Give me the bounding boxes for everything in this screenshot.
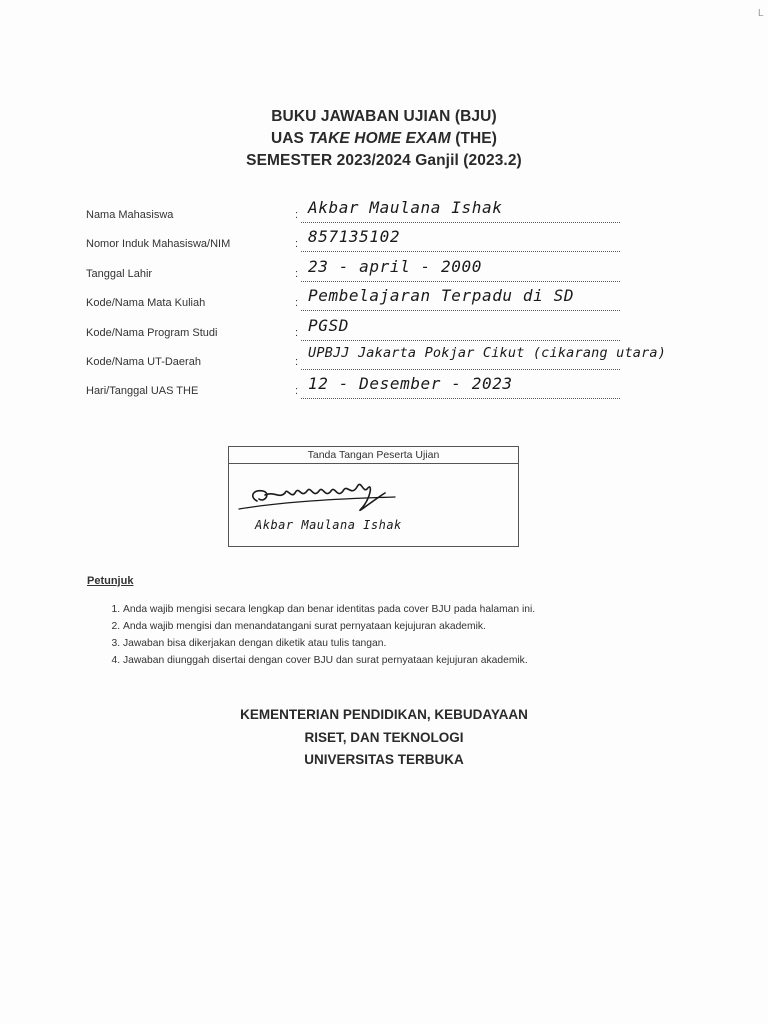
identity-colon: : xyxy=(295,238,299,251)
identity-colon: : xyxy=(295,267,299,280)
identity-value: UPBJJ Jakarta Pokjar Cikut (cikarang utara) xyxy=(308,344,667,361)
signature-header: Tanda Tangan Peserta Ujian xyxy=(229,447,518,464)
identity-value: Pembelajaran Terpadu di SD xyxy=(308,286,575,306)
identity-section xyxy=(86,198,686,404)
identity-label: Kode/Nama UT-Daerah xyxy=(86,355,201,368)
signature-box xyxy=(228,446,519,547)
identity-value: Akbar Maulana Ishak xyxy=(308,198,503,217)
instructions-section xyxy=(87,575,687,669)
list-item: 3. Jawaban bisa dikerjakan dengan diketik atau tulis tangan. xyxy=(123,635,687,652)
identity-row-exam-date xyxy=(86,374,686,403)
identity-row-nim xyxy=(86,227,686,256)
identity-label: Kode/Nama Mata Kuliah xyxy=(86,297,206,310)
identity-row-region xyxy=(86,345,686,374)
dotted-line xyxy=(301,281,620,282)
institution-footer xyxy=(0,704,768,772)
identity-row-birthdate xyxy=(86,257,686,286)
document-title xyxy=(0,106,768,172)
identity-row-program xyxy=(86,316,686,345)
dotted-line xyxy=(301,251,620,252)
identity-label: Nama Mahasiswa xyxy=(86,209,174,221)
footer-line-1: KEMENTERIAN PENDIDIKAN, KEBUDAYAAN xyxy=(240,707,528,722)
identity-value: PGSD xyxy=(308,315,349,335)
list-item: 4. Jawaban diunggah disertai dengan cover BJU dan surat pernyataan kejujuran akademik. xyxy=(123,652,687,669)
identity-label: Hari/Tanggal UAS THE xyxy=(86,385,199,398)
dotted-line xyxy=(301,222,620,223)
identity-value: 23 - april - 2000 xyxy=(308,256,482,276)
identity-colon: : xyxy=(295,326,299,339)
dotted-line xyxy=(301,369,620,370)
identity-row-name xyxy=(86,198,686,227)
identity-row-course xyxy=(86,286,686,315)
dotted-line xyxy=(301,340,620,341)
signature-name: Akbar Maulana Ishak xyxy=(255,518,402,532)
identity-colon: : xyxy=(295,385,299,398)
list-item: 2. Anda wajib mengisi dan menandatangani surat pernyataan kejujuran akademik. xyxy=(123,618,687,635)
identity-value: 857135102 xyxy=(308,227,401,247)
identity-colon: : xyxy=(295,297,299,310)
list-item: 1. Anda wajib mengisi secara lengkap dan benar identitas pada cover BJU pada halaman ini. xyxy=(123,601,687,618)
footer-line-3: UNIVERSITAS TERBUKA xyxy=(304,752,464,767)
identity-label: Tanggal Lahir xyxy=(86,267,153,280)
identity-label: Nomor Induk Mahasiswa/NIM xyxy=(86,238,231,251)
dotted-line xyxy=(301,310,620,311)
identity-colon: : xyxy=(295,209,299,221)
title-line-2-italic: TAKE HOME EXAM xyxy=(308,130,451,147)
footer-line-2: RISET, DAN TEKNOLOGI xyxy=(304,729,464,745)
identity-value: 12 - Desember - 2023 xyxy=(308,374,513,394)
handwritten-signature xyxy=(235,469,435,519)
title-line-3: SEMESTER 2023/2024 Ganjil (2023.2) xyxy=(246,152,522,169)
dotted-line xyxy=(301,398,620,399)
identity-label: Kode/Nama Program Studi xyxy=(86,326,218,339)
title-line-2-suffix: (THE) xyxy=(455,130,498,147)
corner-mark: L xyxy=(758,8,764,19)
title-line-1: BUKU JAWABAN UJIAN (BJU) xyxy=(271,108,497,125)
title-line-2-prefix: UAS xyxy=(270,130,304,147)
identity-colon: : xyxy=(295,355,299,368)
instructions-heading: Petunjuk xyxy=(87,575,134,587)
instructions-list xyxy=(87,601,687,669)
title-line-2 xyxy=(0,128,768,150)
